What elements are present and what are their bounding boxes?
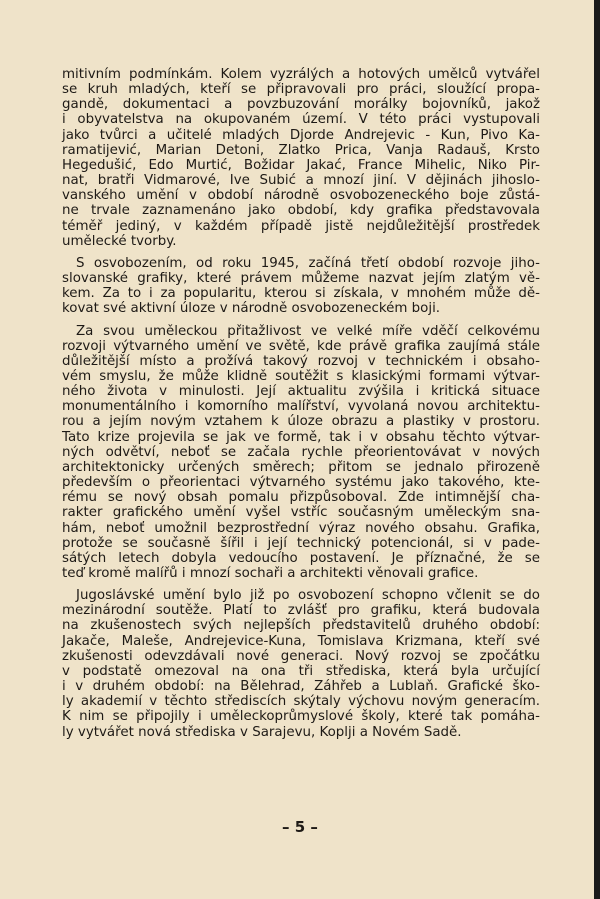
text-line: Jakače, Maleše, Andrejevice-Kuna, Tomislava Krizmana, kteří své bbox=[62, 633, 540, 649]
text-line: slovanské grafiky, které právem můžeme nazvat jejím zlatým vě- bbox=[62, 271, 540, 287]
text-line: se kruh mladých, kteří se připravovali pro práci, sloužící propa- bbox=[62, 82, 540, 98]
text-line: ných odvětví, neboť se začala rychle přeorientovávat v nových bbox=[62, 444, 540, 460]
text-line: rému se nový obsah pomalu přizpůsoboval. Zde intimnější cha- bbox=[62, 490, 540, 506]
text-line: Jugoslávské umění bylo již po osvobození schopno včlenit se do bbox=[76, 588, 540, 604]
text-line: hám, neboť umožnil bezprostřední výraz nového obsahu. Grafika, bbox=[62, 520, 540, 536]
text-line: umělecké tvorby. bbox=[62, 233, 177, 249]
text-line: kem. Za to i za popularitu, kterou si získala, v mnohém může dě- bbox=[62, 286, 540, 302]
text-line: rakter grafického umění vyšel vstříc současným uměleckým sna- bbox=[62, 505, 540, 521]
text-line: rou a jejím novým vztahem k úloze obrazu a plastiky v prostoru. bbox=[62, 414, 540, 430]
text-line: i v druhém období: na Bělehrad, Záhřeb a Lublaň. Grafické ško- bbox=[62, 679, 540, 695]
page-number: – 5 – bbox=[282, 818, 318, 836]
text-line: sátých letech dobyla vedoucího postavení. Je příznačné, že se bbox=[62, 550, 540, 566]
text-line: důležitější místo a prožívá takový rozvoj v technickém i obsaho- bbox=[62, 353, 540, 369]
paragraph-2 bbox=[62, 256, 540, 317]
text-line: ramatijević, Marian Detoni, Zlatko Prica, Vanja Radauš, Krsto bbox=[62, 142, 540, 158]
text-line: rozvoji výtvarného umění ve světě, kde právě grafika zaujímá stále bbox=[62, 338, 540, 354]
text-line: S osvobozením, od roku 1945, začíná třetí období rozvoje jiho- bbox=[76, 255, 540, 271]
text-line: ného života v minulosti. Její aktualitu zvýšila i kritická situace bbox=[62, 384, 540, 400]
paragraph-4 bbox=[62, 588, 540, 740]
text-line: ly akademií v těchto střediscích skýtaly výchovu novým generacím. bbox=[62, 694, 540, 710]
text-line: mitivním podmínkám. Kolem vyzrálých a hotových umělců vytvářel bbox=[62, 67, 540, 82]
text-line: ly vytvářet nová střediska v Sarajevu, Koplji a Novém Sadě. bbox=[62, 724, 462, 740]
text-line: nat, bratři Vidmarové, Ive Subić a mnozí jiní. V dějinách jihoslo- bbox=[62, 173, 540, 189]
text-line: monumentálního i komorního malířství, vyvolaná novou architektu- bbox=[62, 399, 540, 415]
text-line: Tato krize projevila se jak ve formě, tak i v obsahu těchto výtvar- bbox=[62, 429, 540, 445]
text-line: gandě, dokumentaci a povzbuzování morálky bojovníků, jakož bbox=[62, 97, 540, 113]
text-line: Za svou uměleckou přitažlivost ve velké míře vděčí celkovému bbox=[76, 323, 540, 339]
page-edge-shadow bbox=[594, 0, 600, 899]
text-line: především o přeorientaci výtvarného systému jako takového, kte- bbox=[62, 475, 540, 491]
text-line: mezinárodní soutěže. Platí to zvlášť pro grafiku, která budovala bbox=[62, 603, 540, 619]
text-line: téměř jediný, v každém případě jistě nejdůležitější prostředek bbox=[62, 218, 540, 234]
text-line: jako tvůrci a učitelé mladých Djorde Andrejevic - Kun, Pivo Ka- bbox=[62, 127, 540, 143]
text-line: vém smyslu, že může klidně soutěžit s klasickými formami výtvar- bbox=[62, 368, 540, 384]
text-line: na zkušenostech svých nejlepších představitelů druhého období: bbox=[62, 618, 540, 634]
text-line: i obyvatelstva na okupovaném území. V této práci vystupovali bbox=[62, 112, 540, 128]
paragraph-1 bbox=[62, 67, 540, 249]
text-line: kovat své aktivní úloze v národně osvobozeneckém boji. bbox=[62, 301, 441, 317]
text-line: Hegedušić, Edo Murtić, Božidar Jakać, France Mihelic, Niko Pir- bbox=[62, 157, 540, 173]
text-line: vanského umění v období národně osvobozeneckého boje zůstá- bbox=[62, 188, 540, 204]
paragraph-3 bbox=[62, 324, 540, 582]
text-line: protože se současně šířil i její technický potencionál, si v pade- bbox=[62, 535, 540, 551]
text-line: zkušenosti odevzdávali nové generaci. Nový rozvoj se zpočátku bbox=[62, 648, 540, 664]
text-line: ne trvale zaznamenáno jako období, kdy grafika představovala bbox=[62, 203, 540, 219]
text-body bbox=[62, 67, 540, 747]
text-line: architektonicky určených směrech; přitom se jednalo přirozeně bbox=[62, 459, 540, 475]
text-line: teď kromě malířů i mnozí sochaři a architekti věnovali grafice. bbox=[62, 566, 479, 581]
text-line: v podstatě omezoval na ona tři střediska, která byla určující bbox=[62, 663, 540, 679]
text-line: K nim se připojily i uměleckoprůmyslové školy, které tak pomáha- bbox=[62, 709, 540, 725]
